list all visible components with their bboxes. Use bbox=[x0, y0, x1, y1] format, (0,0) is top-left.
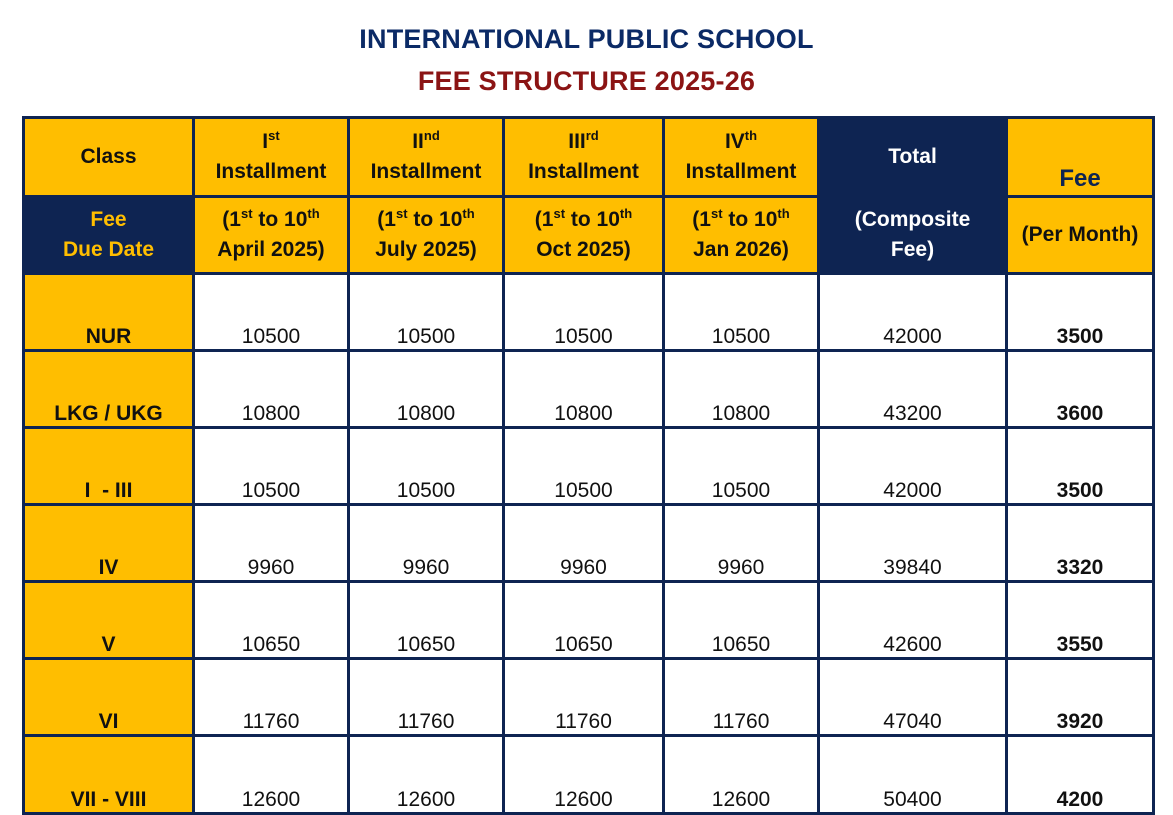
per-month-cell: 3550 bbox=[1007, 582, 1154, 659]
table-row bbox=[24, 582, 1154, 659]
installment-4-cell: 10500 bbox=[664, 274, 819, 351]
installment-1-cell: 10500 bbox=[194, 274, 349, 351]
header-installment-1: Ist Installment bbox=[194, 118, 349, 197]
installment-2-cell: 10500 bbox=[349, 428, 504, 505]
total-cell: 42000 bbox=[819, 428, 1007, 505]
total-cell: 50400 bbox=[819, 736, 1007, 814]
due-date-installment-4: (1st to 10th Jan 2026) bbox=[664, 197, 819, 274]
table-row bbox=[24, 505, 1154, 582]
per-month-cell: 4200 bbox=[1007, 736, 1154, 814]
installment-1-cell: 9960 bbox=[194, 505, 349, 582]
per-month-cell: 3600 bbox=[1007, 351, 1154, 428]
installment-1-cell: 10500 bbox=[194, 428, 349, 505]
installment-1-cell: 10800 bbox=[194, 351, 349, 428]
class-cell: V bbox=[24, 582, 194, 659]
installment-3-cell: 11760 bbox=[504, 659, 664, 736]
per-month-cell: 3920 bbox=[1007, 659, 1154, 736]
installment-2-cell: 10500 bbox=[349, 274, 504, 351]
class-cell: IV bbox=[24, 505, 194, 582]
class-cell: LKG / UKG bbox=[24, 351, 194, 428]
school-name: INTERNATIONAL PUBLIC SCHOOL bbox=[359, 24, 814, 54]
installment-4-cell: 10800 bbox=[664, 351, 819, 428]
installment-3-cell: 10500 bbox=[504, 274, 664, 351]
per-month-cell: 3500 bbox=[1007, 428, 1154, 505]
per-month-cell: 3500 bbox=[1007, 274, 1154, 351]
header-fee-due-date: Fee Due Date bbox=[24, 197, 194, 274]
header-fee: Fee bbox=[1007, 118, 1154, 197]
per-month-cell: 3320 bbox=[1007, 505, 1154, 582]
class-cell: VII - VIII bbox=[24, 736, 194, 814]
installment-4-cell: 9960 bbox=[664, 505, 819, 582]
fee-table bbox=[22, 116, 1155, 815]
installment-1-cell: 10650 bbox=[194, 582, 349, 659]
installment-1-cell: 12600 bbox=[194, 736, 349, 814]
header-installment-4: IVth Installment bbox=[664, 118, 819, 197]
installment-3-cell: 10650 bbox=[504, 582, 664, 659]
installment-4-cell: 11760 bbox=[664, 659, 819, 736]
installment-4-cell: 10500 bbox=[664, 428, 819, 505]
total-cell: 42600 bbox=[819, 582, 1007, 659]
due-date-installment-1: (1st to 10th April 2025) bbox=[194, 197, 349, 274]
header-row-installments bbox=[24, 118, 1154, 197]
table-row bbox=[24, 659, 1154, 736]
header-class: Class bbox=[24, 118, 194, 197]
installment-3-cell: 12600 bbox=[504, 736, 664, 814]
table-row bbox=[24, 428, 1154, 505]
installment-2-cell: 9960 bbox=[349, 505, 504, 582]
installment-2-cell: 10800 bbox=[349, 351, 504, 428]
due-date-installment-2: (1st to 10th July 2025) bbox=[349, 197, 504, 274]
header-installment-3: IIIrd Installment bbox=[504, 118, 664, 197]
table-row bbox=[24, 274, 1154, 351]
header-composite-fee: (Composite Fee) bbox=[819, 197, 1007, 274]
installment-3-cell: 10800 bbox=[504, 351, 664, 428]
installment-4-cell: 10650 bbox=[664, 582, 819, 659]
installment-2-cell: 12600 bbox=[349, 736, 504, 814]
table-row bbox=[24, 351, 1154, 428]
header-installment-2: IInd Installment bbox=[349, 118, 504, 197]
header-total: Total bbox=[819, 118, 1007, 197]
total-cell: 39840 bbox=[819, 505, 1007, 582]
total-cell: 43200 bbox=[819, 351, 1007, 428]
header-per-month: (Per Month) bbox=[1007, 197, 1154, 274]
fee-structure-title: FEE STRUCTURE 2025-26 bbox=[417, 66, 756, 96]
class-cell: VI bbox=[24, 659, 194, 736]
total-cell: 42000 bbox=[819, 274, 1007, 351]
installment-2-cell: 10650 bbox=[349, 582, 504, 659]
installment-3-cell: 10500 bbox=[504, 428, 664, 505]
due-date-installment-3: (1st to 10th Oct 2025) bbox=[504, 197, 664, 274]
installment-1-cell: 11760 bbox=[194, 659, 349, 736]
installment-3-cell: 9960 bbox=[504, 505, 664, 582]
class-cell: I - III bbox=[24, 428, 194, 505]
installment-4-cell: 12600 bbox=[664, 736, 819, 814]
header-row-due-dates bbox=[24, 197, 1154, 274]
class-cell: NUR bbox=[24, 274, 194, 351]
table-row bbox=[24, 736, 1154, 814]
total-cell: 47040 bbox=[819, 659, 1007, 736]
installment-2-cell: 11760 bbox=[349, 659, 504, 736]
